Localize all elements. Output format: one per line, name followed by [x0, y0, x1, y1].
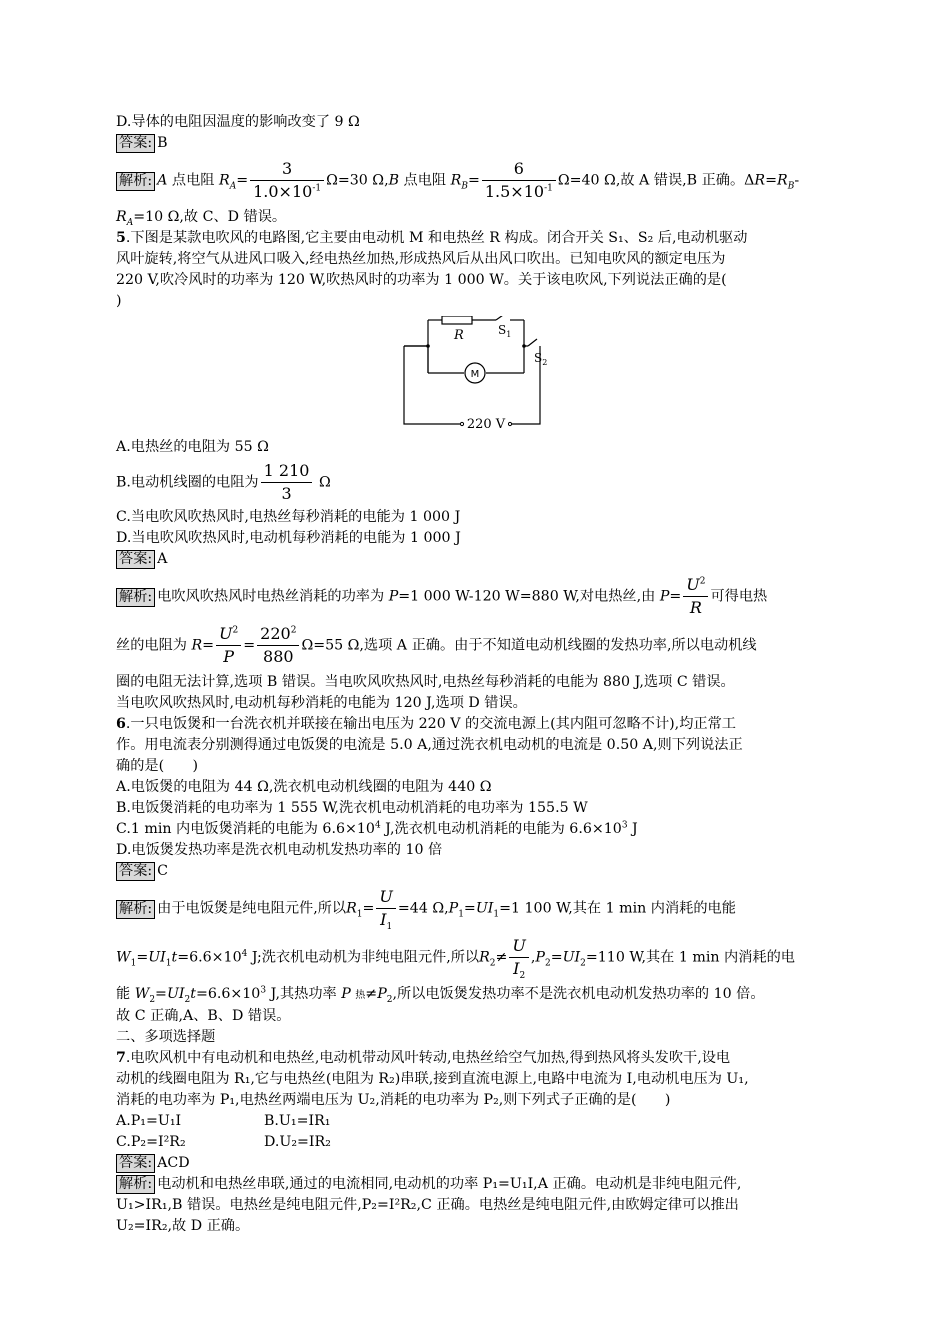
q5-option-a: A.电热丝的电阻为 55 Ω — [116, 439, 269, 455]
circuit-svg — [400, 316, 550, 428]
q6-stem: 6.一只电饭煲和一台洗衣机并联接在输出电压为 220 V 的交流电源上(其内阻可忽略不计),均正常工 作。用电流表分别测得通过电饭煲的电流是 5.0 A,通过洗衣机电动机的电流是 0.50 A,则下列说法正 确的是( ) — [116, 716, 743, 774]
q7-option-b: B.U₁=IR₁ — [264, 1113, 331, 1129]
q7-option-a: A.P₁=U₁I — [116, 1113, 182, 1129]
q5-option-c: C.当电吹风吹热风时,电热丝每秒消耗的电能为 1 000 J — [116, 509, 461, 525]
q5-stem: 5.下图是某款电吹风的电路图,它主要由电动机 M 和电热丝 R 构成。闭合开关 S₁、S₂ 后,电动机驱动 风叶旋转,将空气从进风口吸入,经电热丝加热,形成热风后从出风口吹出。已知电吹风的额定电压为 220 V,吹冷风时的功率为 120 W,吹热风时的功率为 1 000 W。关于该电吹风,下列说法正确的是( ) — [116, 230, 748, 309]
q5-analysis-line2: 丝的电阻为 R= $\frac{U^2}{P}$ = $\frac{220^2}{880}$ Ω=55 Ω,选项 A 正确。由于不知道电动机线圈的发热功率,所以电动机线 — [116, 624, 757, 666]
q5-analysis-line3: 圈的电阻无法计算,选项 B 错误。当电吹风吹热风时,电热丝每秒消耗的电能为 880 J,选项 C 错误。 — [116, 674, 735, 690]
q7-stem: 7.电吹风机中有电动机和电热丝,电动机带动风叶转动,电热丝给空气加热,得到热风将头发吹干,设电 动机的线圈电阻为 R₁,它与电热丝(电阻为 R₂)串联,接到直流电源上,电路中电流为 I,电动机电压为 U₁, 消耗的电功率为 P₁,电热丝两端电压为 U₂,消耗的电功率为 P₂,则下列式子正确的是( ) — [116, 1050, 749, 1108]
q6-option-a: A.电饭煲的电阻为 44 Ω,洗衣机电动机线圈的电阻为 440 Ω — [116, 779, 492, 795]
fraction: $\frac{6}{1.5\times 10^{-1}}$ — [482, 158, 556, 203]
q6-analysis-line1: 解析: 由于电饭煲是纯电阻元件,所以$R_1=$ $\frac{U}{I_1}$ =44 $\Omega,P_1=UI_1=1$ 100 W,其在 1 min 内消耗的电能 — [116, 886, 834, 931]
q6-option-d: D.电饭煲发热功率是洗衣机电动机发热功率的 10 倍 — [116, 842, 443, 858]
q7-answer: 答案: ACD — [116, 1153, 834, 1174]
answer-tag: 答案: — [116, 1154, 155, 1173]
document-page — [116, 112, 834, 1237]
q7-analysis-line1: 解析: 电动机和电热丝串联,通过的电流相同,电动机的功率 P₁=U₁I,A 正确。电动机是非纯电阻元件, — [116, 1174, 834, 1195]
q6-answer: 答案: C — [116, 861, 834, 882]
q7-analysis-line3: U₂=IR₂,故 D 正确。 — [116, 1218, 250, 1234]
q6-option-c: C.1 min 内电饭煲消耗的电能为 $6.6\times 10^4$ J,洗衣机电动机消耗的电能为 $6.6\times 10^3$ J — [116, 820, 638, 837]
q4-analysis-line2: $R_A=10$ Ω,故 C、D 错误。 — [116, 209, 287, 228]
analysis-tag: 解析: — [116, 900, 155, 919]
label-r: R — [454, 328, 464, 343]
label-voltage: 220 V — [466, 417, 506, 428]
resistor-r — [442, 316, 472, 324]
analysis-tag: 解析: — [116, 588, 155, 607]
q4-answer: 答案: B — [116, 133, 834, 154]
analysis-tag: 解析: — [116, 172, 155, 191]
label-s1: $S_1$ — [498, 323, 512, 339]
fraction: $\frac{3}{1.0\times 10^{-1}}$ — [250, 158, 324, 203]
q4-option-d: D.导体的电阻因温度的影响改变了 9 Ω — [116, 114, 360, 130]
answer-tag: 答案: — [116, 134, 155, 153]
answer-tag: 答案: — [116, 862, 155, 881]
analysis-tag: 解析: — [116, 1175, 155, 1194]
answer-tag: 答案: — [116, 550, 155, 569]
q6-analysis-line2: $W_1=UI_1t=6.6\times 10^4$ J;洗衣机电动机为非纯电阻元件,所以$R_2\ne$ $\frac{U}{I_2}$ $,P_2=UI_2=110$ W,其在 1 min 内消耗的电 — [116, 936, 795, 982]
label-s2: $S_2$ — [534, 351, 548, 367]
label-m: M — [470, 369, 480, 380]
q7-option-c: C.P₂=I²R₂ — [116, 1134, 186, 1150]
q5-option-d: D.当电吹风吹热风时,电动机每秒消耗的电能为 1 000 J — [116, 530, 461, 546]
circuit-diagram — [116, 316, 834, 435]
q5-option-b: B.电动机线圈的电阻为 $\frac{1 210}{3}$ Ω — [116, 461, 331, 503]
q6-option-b: B.电饭煲消耗的电功率为 1 555 W,洗衣机电动机消耗的电功率为 155.5 W — [116, 800, 588, 816]
q5-analysis-line4: 当电吹风吹热风时,电动机每秒消耗的电能为 120 J,选项 D 错误。 — [116, 695, 527, 711]
q7-analysis-line2: U₁>IR₁,B 错误。电热丝是纯电阻元件,P₂=I²R₂,C 正确。电热丝是纯电阻元件,由欧姆定律可以推出 — [116, 1197, 739, 1213]
q5-answer: 答案: A — [116, 549, 834, 570]
section-heading: 二、多项选择题 — [116, 1029, 216, 1045]
q6-analysis-line3: 能 $W_2=UI_2t=6.6\times 10^3$ J,其热功率 P 热$\ne P_2$,所以电饭煲发热功率不是洗衣机电动机发热功率的 10 倍。 — [116, 985, 765, 1005]
q7-option-d: D.U₂=IR₂ — [264, 1134, 331, 1150]
q4-analysis-line1: 解析: A 点电阻 $R_A=$ $\frac{3}{1.0\times 10^{-1}}$ Ω=30 Ω,B 点电阻 $R_B=$ $\frac{6}{1.5\times 10^{-1}}$ Ω=40 Ω,故 A 错误,B 正确。$\Delta R=R_B-$ — [116, 158, 834, 203]
q6-analysis-line4: 故 C 正确,A、B、D 错误。 — [116, 1008, 291, 1024]
q5-analysis-line1: 解析: 电吹风吹热风时电热丝消耗的功率为 P=1 000 W-120 W=880 W,对电热丝,由 P= $\frac{U^2}{R}$ 可得电热 — [116, 574, 834, 619]
q7-options — [116, 1111, 331, 1153]
